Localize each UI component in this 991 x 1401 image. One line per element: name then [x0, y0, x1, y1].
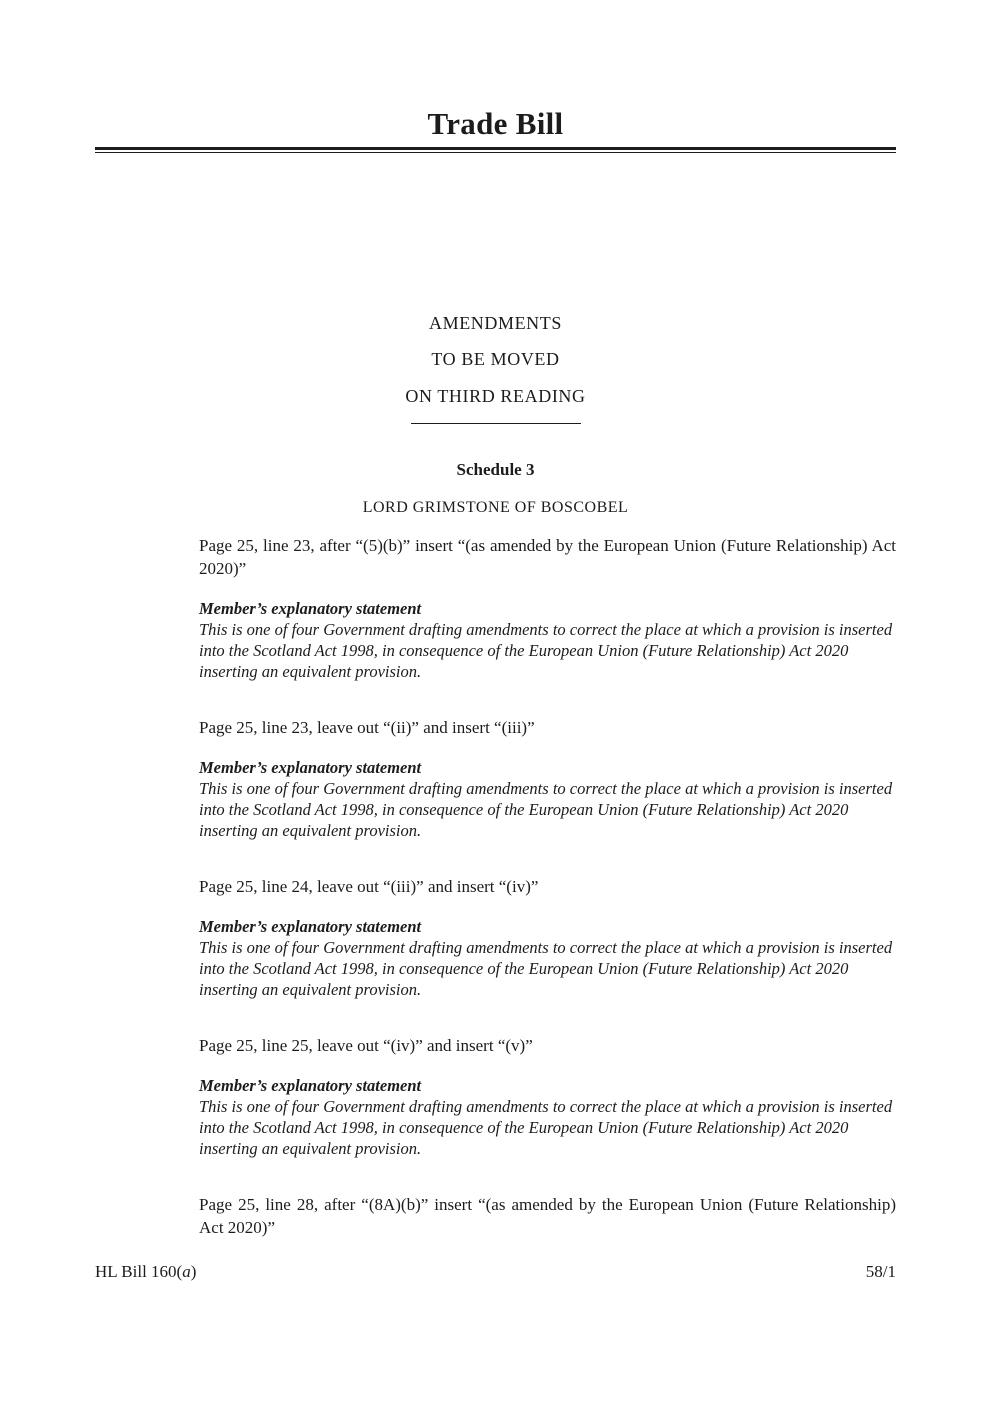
amendment-text: Page 25, line 23, after “(5)(b)” insert “(as amended by the European Union (Future Relationship) Act 2020)” — [199, 535, 896, 578]
heading-line-to-be-moved: TO BE MOVED — [431, 349, 560, 370]
page-footer — [95, 1262, 896, 1282]
amendments-list — [95, 534, 896, 1239]
amendments-heading — [95, 313, 896, 407]
document-title: Trade Bill — [427, 106, 564, 141]
section-divider — [411, 423, 581, 424]
explanatory-statement-label: Member’s explanatory statement — [199, 1075, 422, 1095]
mover-name: LORD GRIMSTONE OF BOSCOBEL — [362, 499, 629, 517]
amendment-text: Page 25, line 23, leave out “(ii)” and insert “(iii)” — [199, 717, 535, 737]
amendment-block-1 — [199, 534, 896, 682]
explanatory-statement-label: Member’s explanatory statement — [199, 757, 422, 777]
schedule-heading: Schedule 3 — [456, 459, 535, 479]
amendment-block-2 — [199, 716, 896, 841]
amendment-block-5 — [199, 1193, 896, 1239]
bill-reference-italic: a — [182, 1262, 191, 1281]
explanatory-statement-text: This is one of four Government drafting amendments to correct the place at which a provision is inserted into the Scotland Act 1998, in consequence of the European Union (Future Relationship) Act 2020 inserting an equivalent provision. — [199, 937, 893, 999]
heading-line-on-third-reading: ON THIRD READING — [405, 386, 586, 407]
amendment-block-4 — [199, 1034, 896, 1159]
explanatory-statement-text: This is one of four Government drafting amendments to correct the place at which a provision is inserted into the Scotland Act 1998, in consequence of the European Union (Future Relationship) Act 2020 inserting an equivalent provision. — [199, 778, 893, 840]
amendment-block-3 — [199, 875, 896, 1000]
explanatory-statement-text: This is one of four Government drafting amendments to correct the place at which a provision is inserted into the Scotland Act 1998, in consequence of the European Union (Future Relationship) Act 2020 inserting an equivalent provision. — [199, 1096, 893, 1158]
amendment-text: Page 25, line 25, leave out “(iv)” and insert “(v)” — [199, 1035, 533, 1055]
explanatory-statement-text: This is one of four Government drafting amendments to correct the place at which a provision is inserted into the Scotland Act 1998, in consequence of the European Union (Future Relationship) Act 2020 inserting an equivalent provision. — [199, 619, 893, 681]
amendment-text: Page 25, line 28, after “(8A)(b)” insert “(as amended by the European Union (Future Relationship) Act 2020)” — [199, 1194, 896, 1237]
title-rule — [95, 147, 896, 153]
explanatory-statement-label: Member’s explanatory statement — [199, 598, 422, 618]
bill-reference — [95, 1262, 196, 1282]
bill-reference-prefix: HL Bill 160( — [95, 1262, 183, 1281]
bill-session-number: 58/1 — [865, 1262, 896, 1281]
explanatory-statement-label: Member’s explanatory statement — [199, 916, 422, 936]
bill-reference-close: ) — [190, 1262, 197, 1281]
amendment-text: Page 25, line 24, leave out “(iii)” and insert “(iv)” — [199, 876, 539, 896]
heading-line-amendments: AMENDMENTS — [428, 312, 562, 333]
